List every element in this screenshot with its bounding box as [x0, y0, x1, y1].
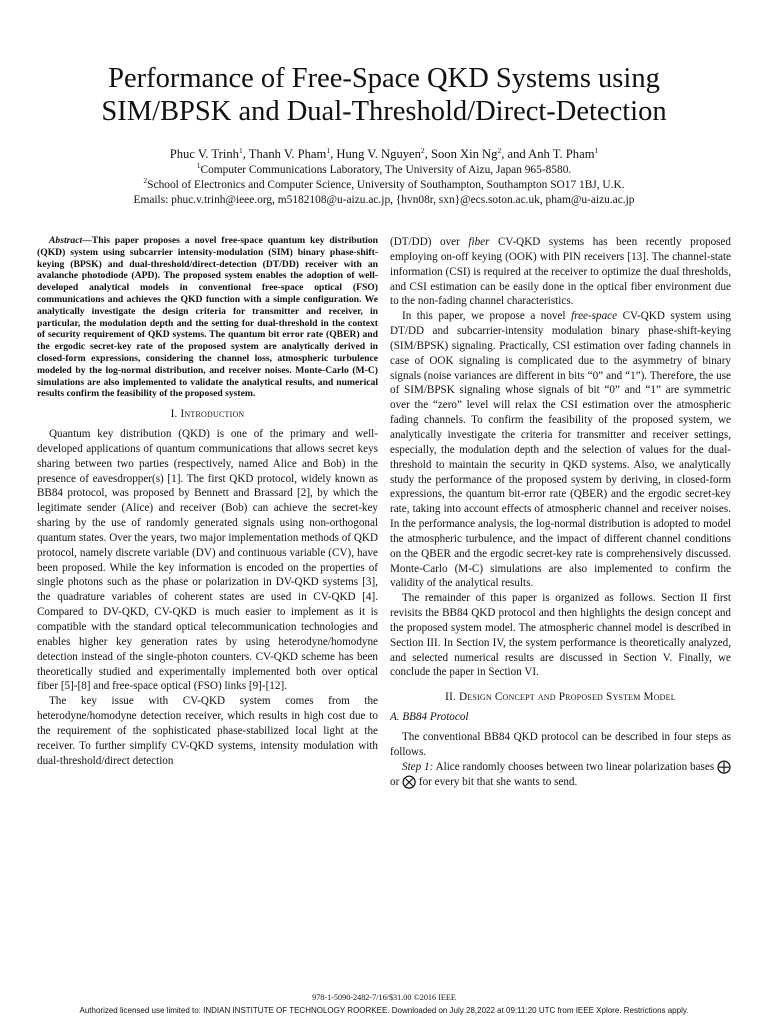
title-line-2: SIM/BPSK and Dual-Threshold/Direct-Detection	[101, 96, 667, 127]
section-heading-introduction: I. Introduction	[170, 408, 245, 421]
paragraph: In this paper, we propose a novel free-space CV-QKD system using DT/DD and subcarrier-intensity modulation binary phase-shift-keying (SIM/BPSK) signaling. Practically, CSI estimation over fading channels in case of OOK signaling is complicated due to the asymmetry of binary signals (noise variances are different in bits “0” and “1”). Therefore, the use of SIM/BPSK signaling whose signals of bit “0” and “1” are symmetric over the “zero” level will relax the CSI estimation over the atmospheric fading channels. To confirm the feasibility of the proposed system, we analytically investigate the criteria for transmitter and receiver settings, especially, the modulation depth and the selection of values for the dual-threshold to maintain the security in QKD systems. Also, we analytically study the performance of the proposed system by deriving, in closed-form expressions, the quantum bit-error rate (QBER) and the ergodic secret-key rate, taking into account effects of atmospheric channel and receiver noises. In the performance analysis, the log-normal distribution is adopted to model the atmospheric turbulence, and the impact of different channel conditions on the QBER and the ergodic secret-key rate is comprehensively discussed. Monte-Carlo (M-C) simulations are also implemented to confirm the validity of the analytical results.	[390, 310, 731, 590]
circled-plus-symbol: ⨁	[717, 759, 732, 775]
license-footer: Authorized licensed use limited to: INDIAN INSTITUTE OF TECHNOLOGY ROORKEE. Downloaded on July 28,2022 at 09:11:20 UTC from IEEE Xplore. Restrictions apply.	[79, 1006, 689, 1015]
paragraph: (DT/DD) over fiber CV-QKD systems has been recently proposed employing on-off keying (OOK) with PIN receivers [13]. The channel-state information (CSI) is required at the receiver to optimize the dual thresholds, and CSI estimation can be easily done in the optical fiber environment due to the non-fading channel characteristics.	[390, 236, 732, 308]
circled-times-symbol: ⨂	[402, 774, 417, 790]
paragraph: Quantum key distribution (QKD) is one of the primary and well-developed applications of quantum communications that allows secret keys sharing between two parties (respectively, named Alice and Bob) in the presence of eavesdropper(s) [1]. The first QKD protocol, widely known as BB84 protocol, was proposed by Bennett and Brassard [2], by which the legitimate sender (Alice) and receiver (Bob) can achieve the secret-key sharing by the use of randomly generated signals using non-orthogonal quantum states. Over the years, two major implementation methods of QKD protocol, namely discrete variable (DV) and continuous variable (CV), have been proposed. While the key information is encoded on the properties of single photons such as the phase or polarization in DV-QKD systems [3], the quadrature variables of coherent states are used in CV-QKD [4]. Compared to DV-QKD, CV-QKD is much easier to implement as it is compatible with the standard optical telecommunication technologies and enables higher key generation rates by using heterodyne/homodyne detection instead of the single-photon counters. CV-QKD scheme has been theoretically studied and experimentally implemented both over optical fiber [5]-[8] and free-space optical (FSO) links [9]-[12].	[37, 428, 378, 693]
paragraph: The key issue with CV-QKD system comes from the heterodyne/homodyne detection receiver, which results in high cost due to the requirement of the sophisticated phase-stabilized local light at the receiver. To further simplify CV-QKD systems, intensity modulation with dual-threshold/direct detection	[37, 695, 378, 767]
author: Phuc V. Trinh$^1$,	[169, 145, 249, 161]
author-list	[40, 146, 728, 162]
subsection-heading-bb84: A. BB84 Protocol	[390, 711, 469, 724]
paragraph-step-1: Step 1: Alice randomly chooses between two linear polarization bases ⨁ or ⨂ for every bit that she wants to send.	[390, 759, 732, 790]
affiliation-1: $^1$Computer Communications Laboratory, The University of Aizu, Japan 965-8580.	[196, 161, 572, 176]
author: Anh T. Pham$^1$	[528, 145, 599, 161]
right-column	[390, 235, 731, 789]
author: Soon Xin Ng$^2$, and	[430, 145, 529, 161]
left-column	[37, 235, 378, 768]
abstract: Abstract—This paper proposes a novel free-space quantum key distribution (QKD) system using subcarrier intensity-modulation (SIM) binary phase-shift-keying (BPSK) and dual-threshold/direct-detection (DT/DD) receiver with an avalanche photodiode (APD). The proposed system enables the adoption of well-developed analytical models in conventional free-space optical (FSO) communications and achieves the QKD function with a simple configuration. We analytically investigate the design criteria for transmitter and receiver, in particular, the modulation depth and the setting for dual-threshold in the context of security requirement of QKD systems. The quantum bit error rate (QBER) and the ergodic secret-key rate of the proposed system are analytically derived in closed-form expressions, considering the channel loss, atmospheric turbulence modeled by the log-normal distribution, and receiver noises. Monte-Carlo (M-C) simulations are also implemented to validate the analytical results, and numerical results confirm the feasibility of the proposed system.	[37, 235, 378, 400]
paper-title	[40, 62, 728, 128]
paragraph: The remainder of this paper is organized as follows. Section II first revisits the BB84 QKD protocol and then highlights the design concept and the proposed system model. The atmospheric channel model is described in Section III. In Section IV, the system performance is theoretically analyzed, and selected numerical results are discussed in Section V. Finally, we conclude the paper in Section VI.	[390, 592, 731, 679]
copyright-notice: 978-1-5090-2482-7/16/$31.00 ©2016 IEEE	[312, 993, 456, 1002]
paragraph: The conventional BB84 QKD protocol can be described in four steps as follows.	[390, 731, 731, 758]
title-line-1: Performance of Free-Space QKD Systems using	[108, 63, 660, 94]
author-emails: Emails: phuc.v.trinh@ieee.org, m5182108@u-aizu.ac.jp, {hvn08r, sxn}@ecs.soton.ac.uk, pham@u-aizu.ac.jp	[133, 194, 635, 206]
author: Thanh V. Pham$^1$,	[248, 145, 337, 161]
affiliation-2: $^2$School of Electronics and Computer Science, University of Southampton, Southampton SO17 1BJ, U.K.	[143, 176, 625, 191]
author: Hung V. Nguyen$^2$,	[336, 145, 431, 161]
section-heading-design-concept: II. Design Concept and Proposed System Model	[445, 691, 676, 704]
